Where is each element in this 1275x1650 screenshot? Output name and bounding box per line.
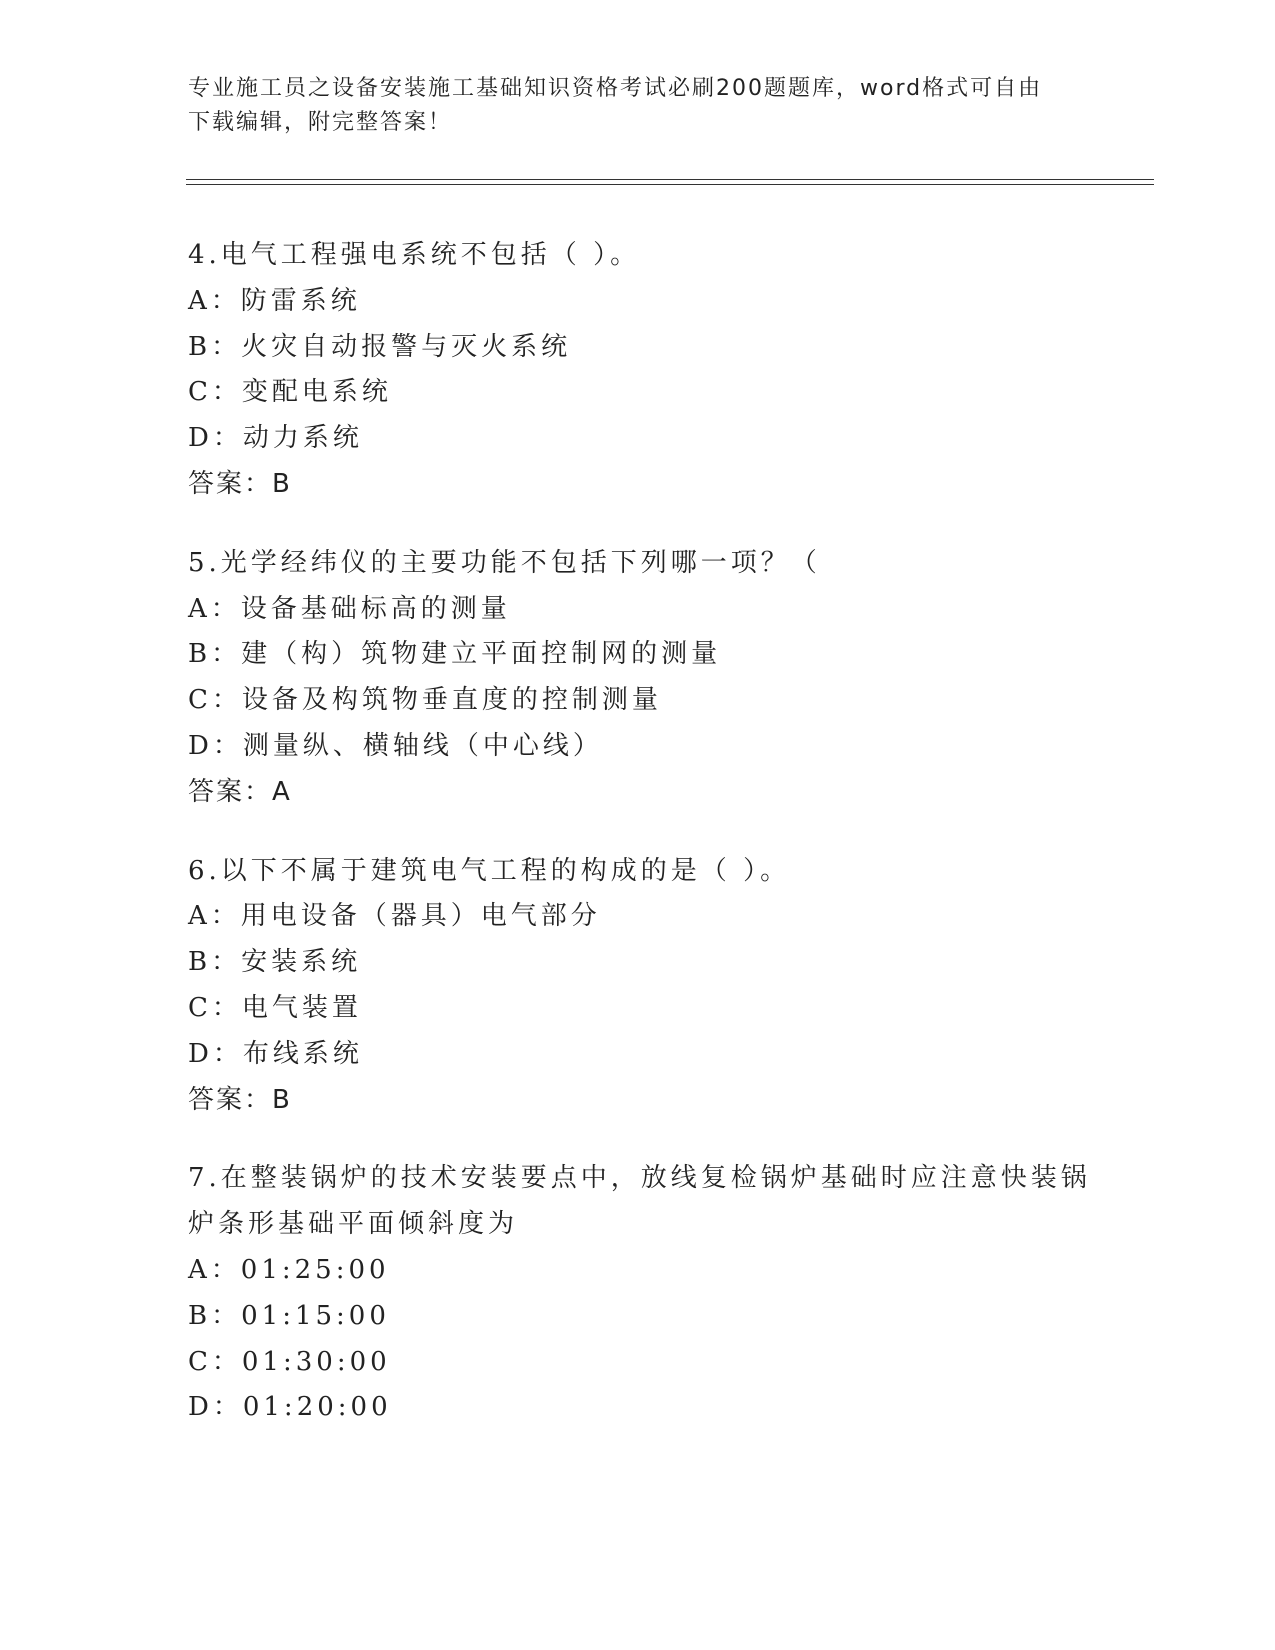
header-line-2: 下载编辑，附完整答案！	[188, 110, 453, 135]
option-d: D：布线系统	[188, 1038, 363, 1069]
question-stem-line-2: 炉条形基础平面倾斜度为	[188, 1209, 519, 1240]
option-a: A：防雷系统	[188, 285, 361, 316]
question-7	[188, 1156, 1091, 1431]
question-stem: 6.以下不属于建筑电气工程的构成的是（ ）。	[188, 855, 791, 886]
header-divider-top	[186, 179, 1154, 180]
question-list	[188, 233, 1091, 1464]
answer-line: 答案：B	[188, 1084, 292, 1115]
header-line-1: 专业施工员之设备安装施工基础知识资格考试必刷200题题库，word格式可自由	[188, 76, 1043, 101]
option-d: D：测量纵、横轴线（中心线）	[188, 730, 603, 761]
question-4	[188, 233, 1088, 508]
option-a: A：01:25:00	[188, 1254, 390, 1285]
option-d: D：动力系统	[188, 423, 363, 454]
option-b: B：火灾自动报警与灭火系统	[188, 331, 572, 362]
document-header	[188, 72, 1088, 140]
option-c: C：变配电系统	[188, 377, 392, 408]
question-6	[188, 849, 1088, 1124]
option-a: A：设备基础标高的测量	[188, 593, 511, 624]
option-c: C：电气装置	[188, 992, 362, 1023]
option-a: A：用电设备（器具）电气部分	[188, 901, 601, 932]
question-stem: 4.电气工程强电系统不包括（ ）。	[188, 240, 641, 270]
answer-line: 答案：A	[188, 776, 292, 807]
option-c: C：设备及构筑物垂直度的控制测量	[188, 685, 662, 716]
option-b: B：01:15:00	[188, 1300, 390, 1331]
header-divider-bottom	[186, 184, 1154, 185]
option-b: B：建（构）筑物建立平面控制网的测量	[188, 639, 722, 670]
question-5	[188, 541, 1088, 816]
option-c: C：01:30:00	[188, 1346, 391, 1377]
option-d: D：01:20:00	[188, 1392, 392, 1423]
answer-line: 答案：B	[188, 468, 292, 499]
question-stem: 5.光学经纬仪的主要功能不包括下列哪一项？（	[188, 547, 821, 578]
question-stem-line-1: 7.在整装锅炉的技术安装要点中，放线复检锅炉基础时应注意快装锅	[188, 1163, 1091, 1194]
option-b: B：安装系统	[188, 947, 362, 978]
